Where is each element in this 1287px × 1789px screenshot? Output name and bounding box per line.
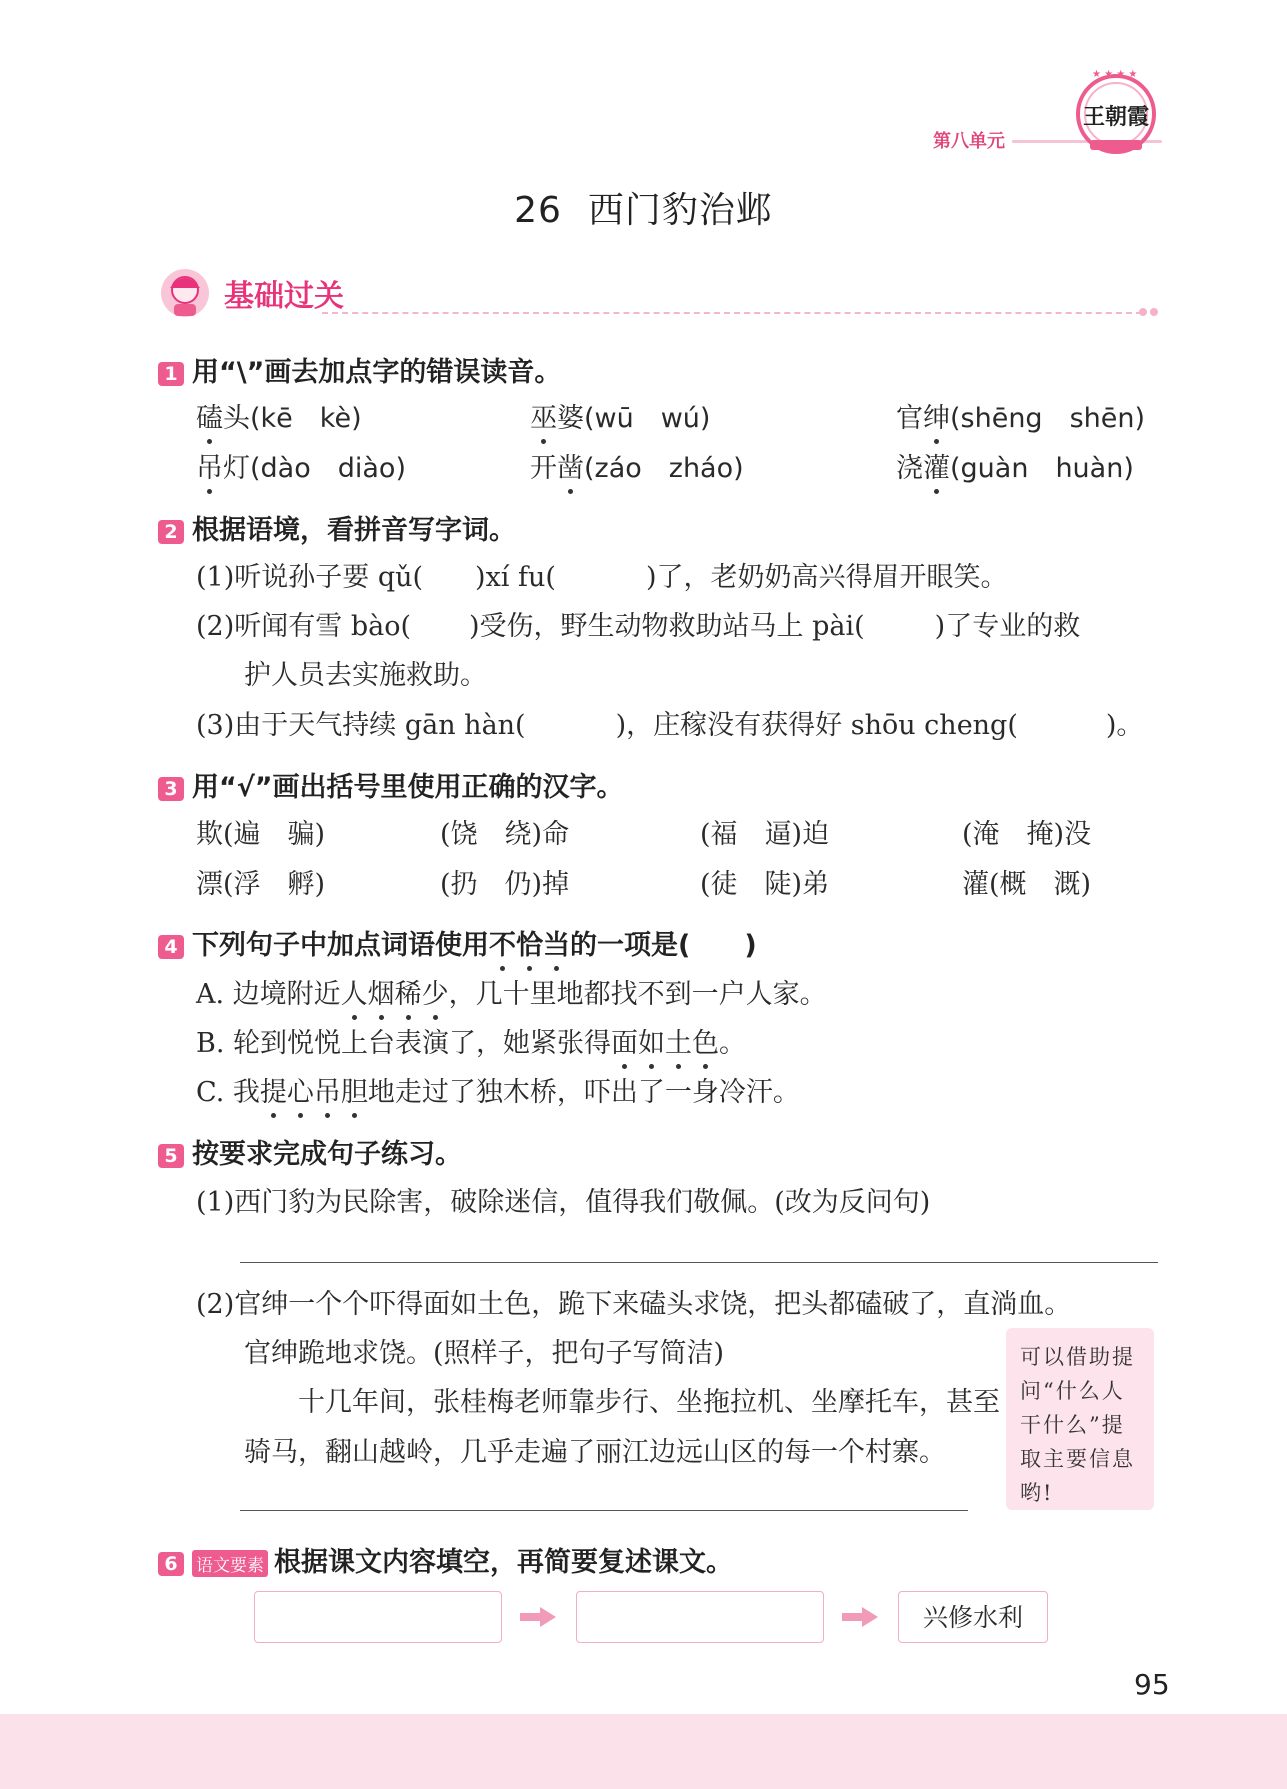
- dotted-char: 当: [543, 923, 570, 962]
- q3-heading: [158, 765, 624, 804]
- dotted-char: 绅: [923, 396, 950, 435]
- q3-item: (扔 仍)掉: [440, 869, 570, 900]
- q5-sentence-2: (2)官绅一个个吓得面如土色，跪下来磕头求饶，把头都磕破了，直淌血。: [196, 1289, 1072, 1320]
- svg-text:王朝霞: 王朝霞: [1082, 104, 1150, 130]
- char: 婆: [557, 403, 584, 434]
- q6-number: 6: [158, 1552, 184, 1576]
- q5-sentence-3: 十几年间，张桂梅老师靠步行、坐拖拉机、坐摩托车，甚至: [298, 1387, 1000, 1418]
- char: 官: [896, 403, 923, 434]
- answer-line[interactable]: [240, 1262, 1158, 1263]
- char: 浇: [896, 453, 923, 484]
- pinyin-options: (dào diào): [250, 453, 406, 484]
- dotted-char: 恰: [516, 923, 543, 962]
- lesson-title: 西门豹治邺: [587, 190, 773, 231]
- q1-number: 1: [158, 362, 184, 386]
- q6-tag: 语文要素: [192, 1550, 268, 1577]
- page-number: 95: [1134, 1668, 1170, 1701]
- q1-item[interactable]: [896, 446, 1134, 485]
- section-title: 基础过关: [224, 279, 344, 314]
- dotted-char: 稀: [395, 972, 422, 1011]
- dotted-char: 人: [341, 972, 368, 1011]
- pinyin-options: (guàn huàn): [950, 453, 1134, 484]
- q3-number: 3: [158, 777, 184, 801]
- dotted-char: 胆: [341, 1070, 368, 1109]
- q2-number: 2: [158, 520, 184, 544]
- q3-title: 用“√”画出括号里使用正确的汉字。: [192, 772, 624, 803]
- svg-text:★ ★ ★ ★: ★ ★ ★ ★: [1092, 69, 1138, 80]
- q2-line-3: (3)由于天气持续 gān hàn( )，庄稼没有获得好 shōu cheng( )。: [196, 710, 1144, 741]
- section-dots-decor: [1136, 301, 1158, 320]
- pinyin-options: (shēng shēn): [950, 403, 1146, 434]
- q2-line-1: (1)听说孙子要 qǔ( )xí fu( )了，老奶奶高兴得眉开眼笑。: [196, 562, 1008, 593]
- dotted-char: 磕: [196, 396, 223, 435]
- q4-option-a[interactable]: A. 边境附近人烟稀少，几十里地都找不到一户人家。: [196, 972, 827, 1011]
- q1-item[interactable]: [196, 396, 362, 435]
- pinyin-options: (záo zháo): [584, 453, 744, 484]
- q5-title: 按要求完成句子练习。: [192, 1139, 462, 1170]
- dotted-char: 巫: [530, 396, 557, 435]
- char: 灯: [223, 453, 250, 484]
- girl-avatar-icon: [160, 268, 210, 318]
- q5-heading: [158, 1132, 462, 1171]
- q4-option-c[interactable]: C. 我提心吊胆地走过了独木桥，吓出了一身冷汗。: [196, 1070, 800, 1109]
- dotted-char: 色: [692, 1021, 719, 1060]
- dotted-char: 少: [422, 972, 449, 1011]
- q2-line-2b: 护人员去实施救助。: [244, 660, 487, 691]
- q5-sentence-1: (1)西门豹为民除害，破除迷信，值得我们敬佩。(改为反问句): [196, 1187, 931, 1218]
- section-divider: [322, 312, 1142, 314]
- q2-heading: [158, 508, 516, 547]
- lesson-number: 26: [514, 190, 562, 231]
- arrow-right-icon: [842, 1605, 878, 1629]
- dotted-char: 凿: [557, 446, 584, 485]
- pinyin-options: (wū wú): [584, 403, 711, 434]
- q3-item: 欺(遍 骗): [196, 819, 326, 850]
- q3-item: (徒 陡)弟: [700, 869, 830, 900]
- q4-title-dotted: [489, 930, 570, 961]
- char: 开: [530, 453, 557, 484]
- q4-option-b[interactable]: B. 轮到悦悦上台表演了，她紧张得面如土色。: [196, 1021, 746, 1060]
- q3-item: (福 逼)迫: [700, 819, 830, 850]
- q5-sentence-3b: 骑马，翻山越岭，几乎走遍了丽江边远山区的每一个村寨。: [244, 1437, 946, 1468]
- q1-item[interactable]: [196, 446, 406, 485]
- q2-line-2: (2)听闻有雪 bào( )受伤，野生动物救助站马上 pài( )了专业的救: [196, 611, 1081, 642]
- q3-item: 漂(浮 孵): [196, 869, 326, 900]
- q1-item[interactable]: [530, 396, 710, 435]
- q3-item: (淹 掩)没: [962, 819, 1092, 850]
- footer-band: [0, 1714, 1287, 1789]
- dotted-char: 灌: [923, 446, 950, 485]
- q4-number: 4: [158, 935, 184, 959]
- q1-item[interactable]: [530, 446, 744, 485]
- answer-box-1[interactable]: [254, 1591, 502, 1643]
- q1-item[interactable]: [896, 396, 1145, 435]
- dotted-char: 不: [489, 923, 516, 962]
- q6-heading: [158, 1540, 733, 1579]
- q4-heading: 4 下列句子中加点词语使用不恰当的一项是( ): [158, 923, 757, 962]
- q5-number: 5: [158, 1144, 184, 1168]
- answer-box-2[interactable]: [576, 1591, 824, 1643]
- q1-heading: [158, 350, 561, 389]
- q2-title: 根据语境，看拼音写字词。: [192, 515, 516, 546]
- answer-line[interactable]: [240, 1510, 968, 1511]
- dotted-char: 心: [287, 1070, 314, 1109]
- q1-title: 用“\”画去加点字的错误读音。: [192, 357, 562, 388]
- dotted-char: 土: [665, 1021, 692, 1060]
- answer-box-3: 兴修水利: [898, 1591, 1048, 1643]
- page-title: [0, 182, 1287, 233]
- brand-seal-logo: [1072, 68, 1160, 156]
- dotted-char: 提: [260, 1070, 287, 1109]
- arrow-right-icon: [520, 1605, 556, 1629]
- dotted-char: 吊: [196, 446, 223, 485]
- q3-item: (饶 绕)命: [440, 819, 570, 850]
- q5-example: 官绅跪地求饶。(照样子，把句子写简洁): [244, 1338, 725, 1369]
- q6-title: 根据课文内容填空，再简要复述课文。: [274, 1547, 733, 1578]
- dotted-char: 吊: [314, 1070, 341, 1109]
- dotted-char: 烟: [368, 972, 395, 1011]
- dotted-char: 如: [638, 1021, 665, 1060]
- unit-label: 第八单元: [933, 131, 1005, 152]
- hint-box: 可以借助提问“什么人干什么”提取主要信息哟!: [1006, 1328, 1154, 1510]
- char: 头: [223, 403, 250, 434]
- dotted-char: 面: [611, 1021, 638, 1060]
- q3-item: 灌(概 溉): [962, 869, 1092, 900]
- pinyin-options: (kē kè): [250, 403, 362, 434]
